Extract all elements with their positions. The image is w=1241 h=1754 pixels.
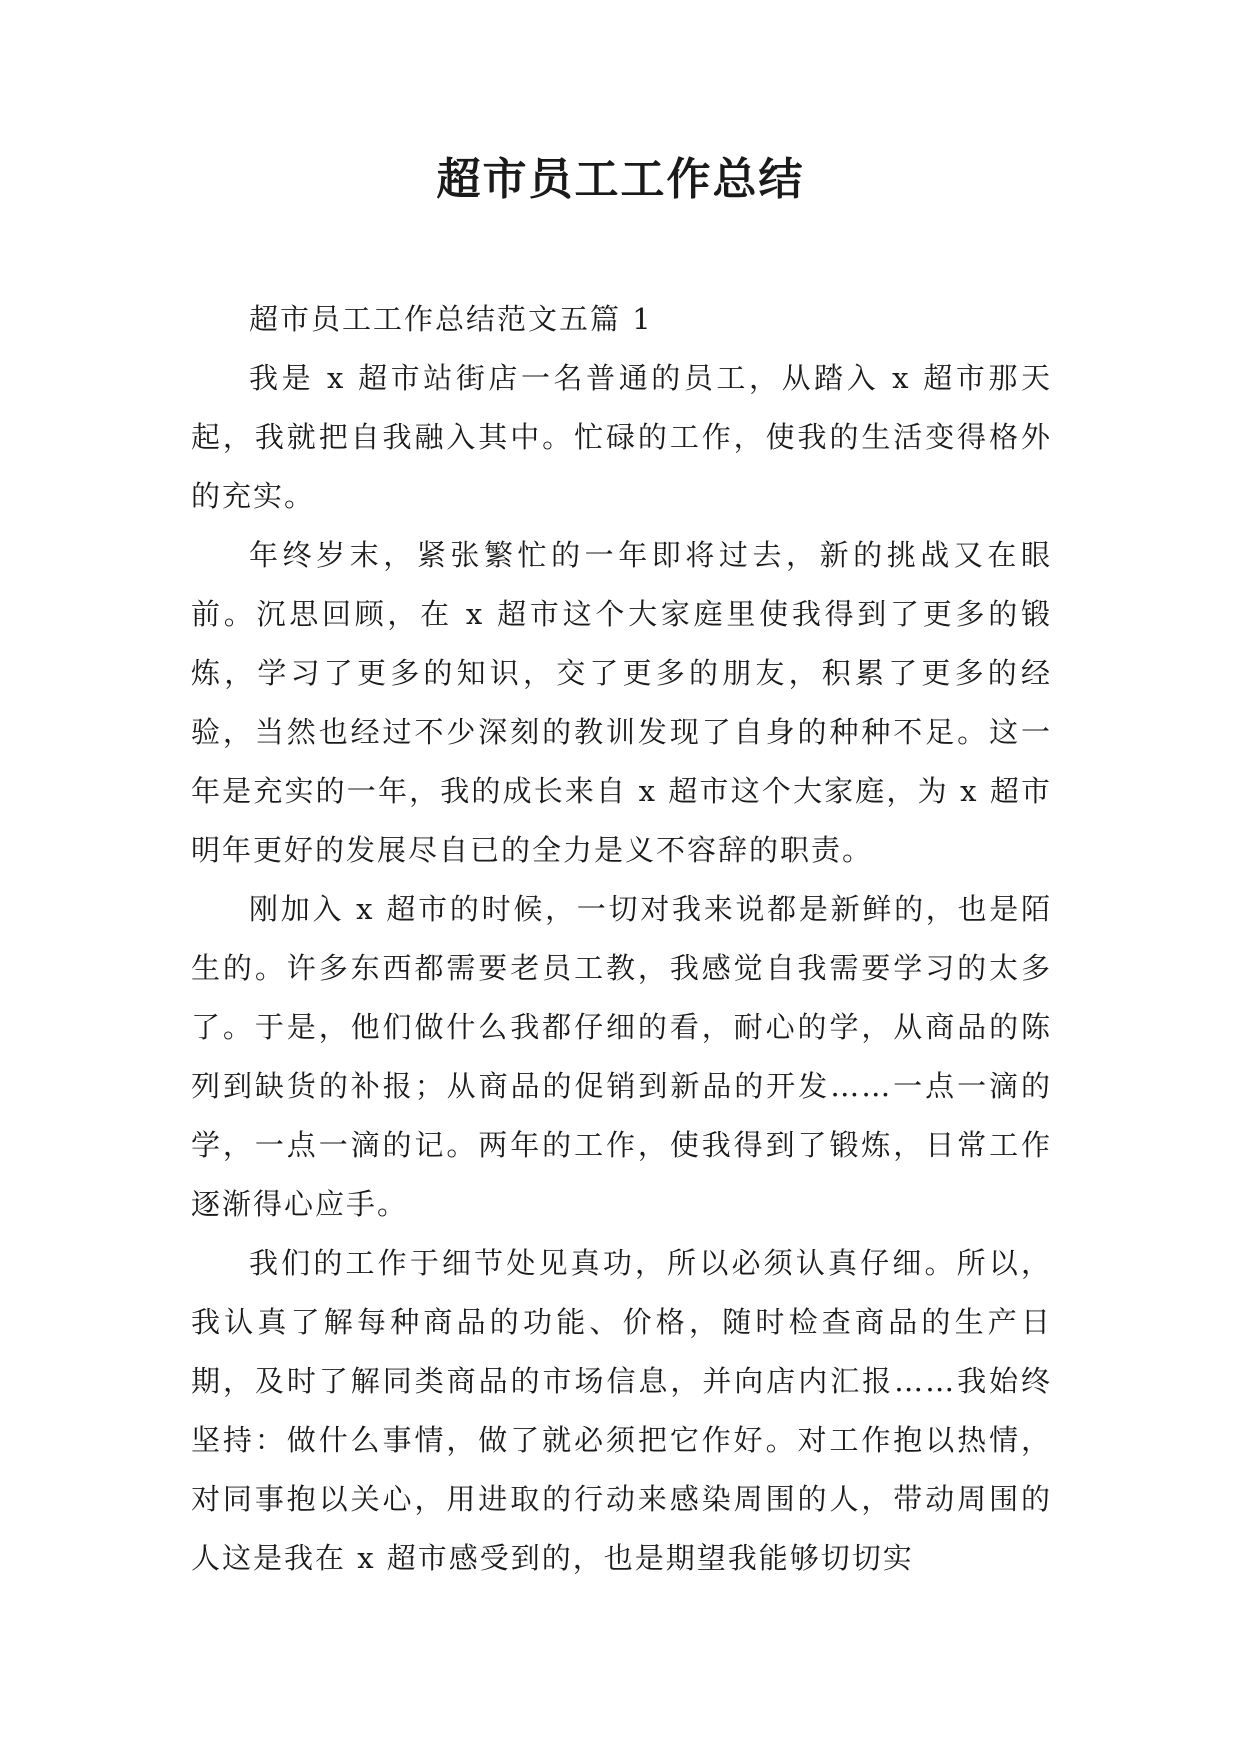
section-heading: 超市员工工作总结范文五篇 1 <box>249 302 653 336</box>
paragraph-4: 我们的工作于细节处见真功，所以必须认真仔细。所以，我认真了解每种商品的功能、价格，随时检查商品的生产日期，及时了解同类商品的市场信息，并向店内汇报……我始终坚持：做什么事情，做了就必须把它作好。对工作抱以热情，对同事抱以关心，用进取的行动来感染周围的人，带动周围的人这是我在 x 超市感受到的，也是期望我能够切切实 <box>191 1246 1052 1575</box>
paragraph-2: 年终岁末，紧张繁忙的一年即将过去，新的挑战又在眼前。沉思回顾，在 x 超市这个大家庭里使我得到了更多的锻炼，学习了更多的知识，交了更多的朋友，积累了更多的经验，当然也经过不少深刻的教训发现了自身的种种不足。这一年是充实的一年，我的成长来自 x 超市这个大家庭，为 x 超市明年更好的发展尽自已的全力是义不容辞的职责。 <box>191 538 1052 867</box>
document-body <box>191 290 1052 1588</box>
document-title: 超市员工工作总结 <box>436 154 805 205</box>
paragraph-3: 刚加入 x 超市的时候，一切对我来说都是新鲜的，也是陌生的。许多东西都需要老员工教，我感觉自我需要学习的太多了。于是，他们做什么我都仔细的看，耐心的学，从商品的陈列到缺货的补报；从商品的促销到新品的开发……一点一滴的学，一点一滴的记。两年的工作，使我得到了锻炼，日常工作逐渐得心应手。 <box>191 892 1052 1221</box>
paragraph-1: 我是 x 超市站街店一名普通的员工，从踏入 x 超市那天起，我就把自我融入其中。忙碌的工作，使我的生活变得格外的充实。 <box>191 361 1052 513</box>
